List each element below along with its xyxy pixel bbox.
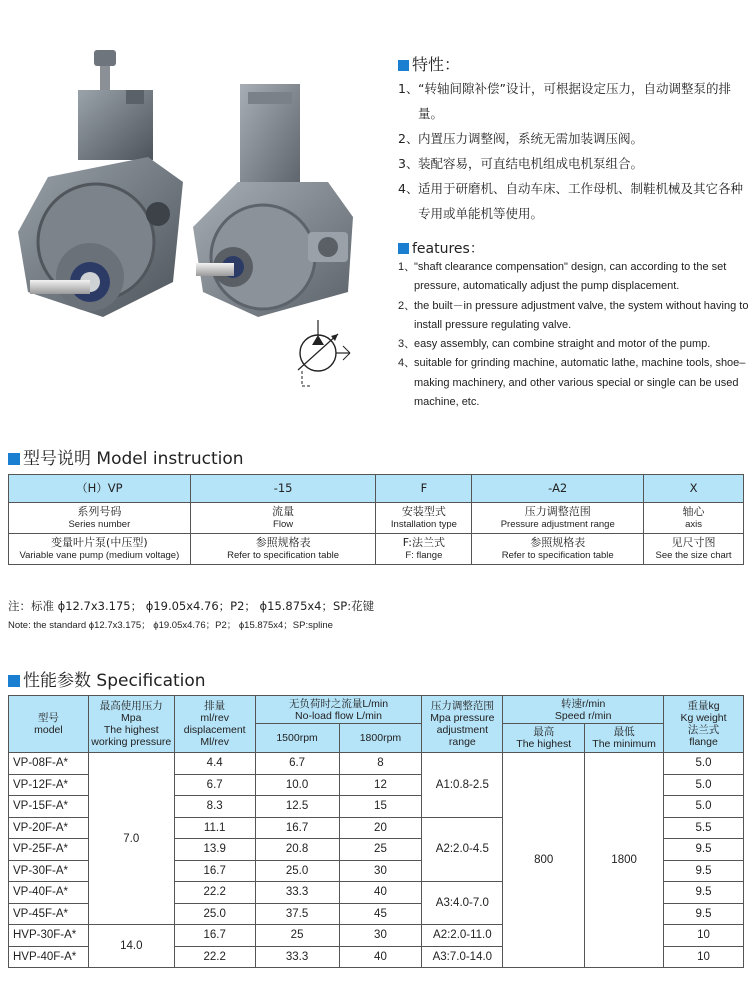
bullet-square-icon	[398, 243, 409, 254]
features-cn-title: 特性：	[398, 52, 460, 75]
table-row: VP-15F-A* 8.3 12.5 15 5.0	[9, 796, 744, 818]
note-en: Note: the standard ϕ12.7x3.175； ϕ19.05x4.76；P2； ϕ15.875x4；SP:spline	[8, 620, 333, 631]
model-instruction-table	[8, 474, 744, 565]
list-item: 4、 适用于研磨机、自动车床、工作母机、制鞋机械及其它各种专用或单能机等使用。	[398, 181, 744, 221]
table-row: VP-12F-A* 6.7 10.0 12 5.0	[9, 774, 744, 796]
list-item: 4、 suitable for grinding machine, automatic lathe, machine tools, shoe–making machinery, and other various special or single can be used machine, etc.	[398, 357, 746, 409]
features-cn-list	[398, 76, 748, 226]
table-row: 变量叶片泵(中压型) Variable vane pump (medium voltage) 参照规格表 Refer to specification table F:法兰式 F: flange 参照规格表 Refer to specification table 见尺寸图 See the size chart	[9, 534, 744, 565]
list-item: 2、 内置压力调整阀，系统无需加装调压阀。	[398, 131, 644, 146]
hydraulic-variable-pump-symbol	[288, 318, 358, 388]
features-en-list	[398, 258, 750, 412]
list-item: 1、 "shaft clearance compensation" design, can according to the set pressure, automatically adjust the pump displacement.	[398, 261, 727, 293]
table-row: VP-20F-A* 11.1 16.7 20 A2:2.0-4.5 5.5	[9, 817, 744, 839]
table-row: VP-30F-A* 16.7 25.0 30 9.5	[9, 860, 744, 882]
table-row: HVP-30F-A* 14.0 16.7 25 30 A2:2.0-11.0 10	[9, 925, 744, 947]
list-item: 3、 easy assembly, can combine straight and motor of the pump.	[398, 338, 711, 351]
bullet-square-icon	[8, 675, 20, 687]
pump-product-photo	[8, 42, 383, 342]
list-item: 1、 “转轴间隙补偿”设计，可根据设定压力，自动调整泵的排量。	[398, 81, 731, 121]
table-row: VP-40F-A* 22.2 33.3 40 A3:4.0-7.0 9.5	[9, 882, 744, 904]
bullet-square-icon	[8, 453, 20, 465]
specification-table	[8, 695, 744, 968]
table-row: VP-45F-A* 25.0 37.5 45 9.5	[9, 903, 744, 925]
table-row: VP-08F-A* 7.0 4.4 6.7 8 A1:0.8-2.5 800 1800 5.0	[9, 753, 744, 775]
list-item: 3、 装配容易，可直结电机组成电机泵组合。	[398, 156, 644, 171]
model-section-title: 型号说明 Model instruction	[8, 444, 244, 469]
table-row: 系列号码 Series number 流量 Flow 安装型式 Installation type 压力调整范围 Pressure adjustment range 轴心 axis	[9, 503, 744, 534]
table-header-row: 型号 model 最高使用压力 Mpa The highest working pressure 排量 ml/rev displacement Ml/rev 无负荷时之流量L/min No-load flow L/min 压力调整范围 Mpa pressure adjustment range 转速r/min Speed r/min 重量kg Kg weight 法兰式 flange	[9, 696, 744, 724]
features-en-title: features：	[398, 238, 484, 258]
bullet-square-icon	[398, 60, 409, 71]
table-header-row: 1500rpm 1800rpm 最高 The highest 最低 The minimum	[9, 724, 744, 753]
spec-section-title: 性能参数 Specification	[8, 666, 206, 691]
list-item: 2、 the built－in pressure adjustment valve, the system without having to install pressure regulating valve.	[398, 299, 749, 331]
table-row: HVP-40F-A* 22.2 33.3 40 A3:7.0-14.0 10	[9, 946, 744, 968]
note-cn: 注：标准 ϕ12.7x3.175； ϕ19.05x4.76；P2； ϕ15.875x4；SP:花键	[8, 599, 375, 613]
table-row: （H）VP -15 F -A2 X	[9, 475, 744, 503]
table-row: VP-25F-A* 13.9 20.8 25 9.5	[9, 839, 744, 861]
